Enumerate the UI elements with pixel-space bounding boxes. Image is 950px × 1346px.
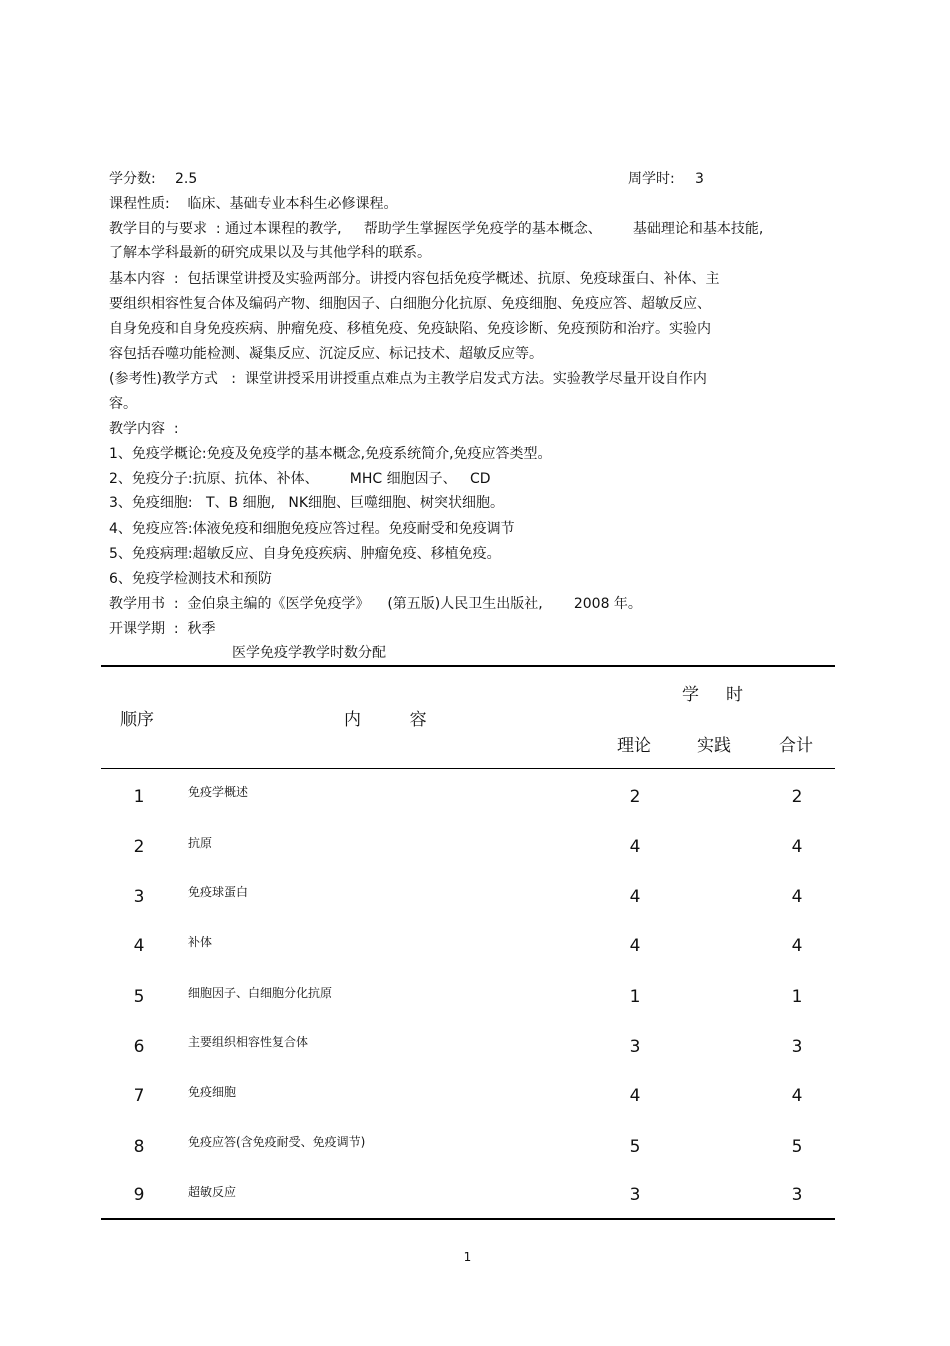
header-practice: 实践 bbox=[697, 736, 731, 756]
table-top-rule bbox=[101, 665, 835, 667]
content-item-5: 5、免疫病理:超敏反应、自身免疫疾病、肿瘤免疫、移植免疫。 bbox=[109, 546, 501, 562]
row-topic: 免疫应答(含免疫耐受、免疫调节) bbox=[188, 1135, 366, 1149]
header-total: 合计 bbox=[779, 736, 813, 756]
row-topic: 免疫球蛋白 bbox=[188, 885, 249, 899]
row-topic: 补体 bbox=[188, 935, 213, 949]
basic-content-cont-3: 容包括吞噬功能检测、凝集反应、沉淀反应、标记技术、超敏反应等。 bbox=[109, 346, 543, 362]
row-order: 8 bbox=[133, 1137, 145, 1157]
semester: 开课学期 : 秋季 bbox=[109, 621, 216, 637]
teaching-goals-cont: 了解本学科最新的研究成果以及与其他学科的联系。 bbox=[109, 245, 431, 261]
row-total: 4 bbox=[791, 837, 803, 857]
row-order: 2 bbox=[133, 837, 145, 857]
basic-content-cont-1: 要组织相容性复合体及编码产物、细胞因子、白细胞分化抗原、免疫细胞、免疫应答、超敏反应、 bbox=[109, 296, 711, 312]
row-theory: 2 bbox=[629, 787, 641, 807]
row-total: 4 bbox=[791, 1086, 803, 1106]
row-order: 7 bbox=[133, 1086, 145, 1106]
row-total: 2 bbox=[791, 787, 803, 807]
weekly-hours-label: 周学时: bbox=[628, 171, 675, 187]
row-theory: 3 bbox=[629, 1185, 641, 1205]
row-total: 4 bbox=[791, 936, 803, 956]
row-theory: 4 bbox=[629, 1086, 641, 1106]
row-order: 5 bbox=[133, 987, 145, 1007]
table-bottom-rule bbox=[101, 1218, 835, 1220]
basic-content-cont-2: 自身免疫和自身免疫疾病、肿瘤免疫、移植免疫、免疫缺陷、免疫诊断、免疫预防和治疗。实验内 bbox=[109, 321, 711, 337]
row-topic: 细胞因子、白细胞分化抗原 bbox=[188, 986, 333, 1000]
credits-value: 2.5 bbox=[175, 171, 198, 187]
course-nature: 课程性质: 临床、基础专业本科生必修课程。 bbox=[109, 196, 398, 212]
row-total: 3 bbox=[791, 1037, 803, 1057]
teaching-method-cont: 容。 bbox=[109, 396, 137, 412]
row-order: 9 bbox=[133, 1185, 145, 1205]
row-theory: 3 bbox=[629, 1037, 641, 1057]
row-total: 3 bbox=[791, 1185, 803, 1205]
row-theory: 1 bbox=[629, 987, 641, 1007]
row-topic: 免疫细胞 bbox=[188, 1085, 237, 1099]
basic-content: 基本内容 : 包括课堂讲授及实验两部分。讲授内容包括免疫学概述、抗原、免疫球蛋白、补体、主 bbox=[109, 271, 720, 287]
page-number: 1 bbox=[463, 1250, 472, 1264]
table-header-rule bbox=[101, 768, 835, 769]
textbook: 教学用书 : 金伯泉主编的《医学免疫学》 (第五版)人民卫生出版社, 2008 年。 bbox=[109, 596, 642, 612]
content-item-3: 3、免疫细胞: T、B 细胞, NK细胞、巨噬细胞、树突状细胞。 bbox=[109, 495, 505, 511]
teaching-content-heading: 教学内容 : bbox=[109, 421, 179, 437]
header-content: 内 容 bbox=[344, 710, 427, 730]
teaching-goals: 教学目的与要求 : 通过本课程的教学, 帮助学生掌握医学免疫学的基本概念、 基础理论和基本技能, bbox=[109, 221, 764, 237]
row-topic: 主要组织相容性复合体 bbox=[188, 1035, 309, 1049]
row-order: 1 bbox=[133, 787, 145, 807]
credits-label: 学分数: bbox=[109, 171, 156, 187]
content-item-6: 6、免疫学检测技术和预防 bbox=[109, 571, 272, 587]
row-topic: 抗原 bbox=[188, 836, 213, 850]
teaching-method: (参考性)教学方式 : 课堂讲授采用讲授重点难点为主教学启发式方法。实验教学尽量开设自作内 bbox=[109, 371, 707, 387]
row-order: 4 bbox=[133, 936, 145, 956]
row-order: 6 bbox=[133, 1037, 145, 1057]
row-topic: 超敏反应 bbox=[188, 1185, 237, 1199]
row-theory: 4 bbox=[629, 887, 641, 907]
header-theory: 理论 bbox=[617, 736, 651, 756]
row-order: 3 bbox=[133, 887, 145, 907]
content-item-2: 2、免疫分子:抗原、抗体、补体、 MHC 细胞因子、 CD bbox=[109, 471, 491, 487]
header-order: 顺序 bbox=[120, 710, 154, 730]
content-item-1: 1、免疫学概论:免疫及免疫学的基本概念,免疫系统简介,免疫应答类型。 bbox=[109, 446, 552, 462]
table-title: 医学免疫学教学时数分配 bbox=[232, 645, 386, 661]
row-total: 1 bbox=[791, 987, 803, 1007]
header-hours: 学 时 bbox=[682, 685, 744, 705]
content-item-4: 4、免疫应答:体液免疫和细胞免疫应答过程。免疫耐受和免疫调节 bbox=[109, 521, 515, 537]
row-total: 4 bbox=[791, 887, 803, 907]
row-total: 5 bbox=[791, 1137, 803, 1157]
row-theory: 5 bbox=[629, 1137, 641, 1157]
row-theory: 4 bbox=[629, 837, 641, 857]
row-theory: 4 bbox=[629, 936, 641, 956]
row-topic: 免疫学概述 bbox=[188, 785, 249, 799]
weekly-hours-value: 3 bbox=[695, 171, 704, 187]
